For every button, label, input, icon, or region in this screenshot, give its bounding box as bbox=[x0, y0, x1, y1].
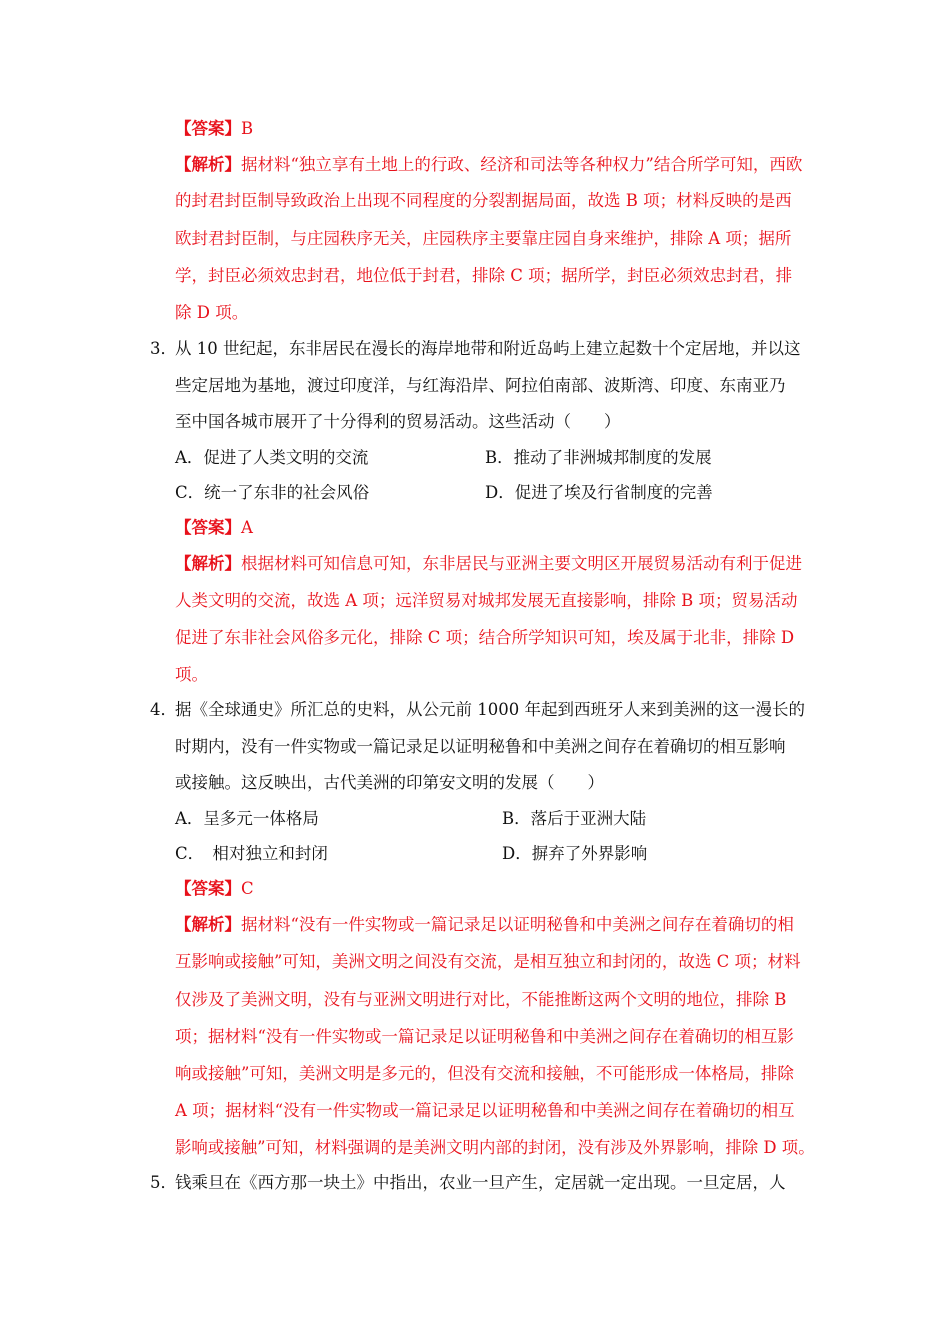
q3-option-d: D．促进了埃及行省制度的完善 bbox=[485, 483, 713, 502]
q4-answer bbox=[175, 878, 254, 900]
analysis-tag: 【解析】 bbox=[175, 915, 241, 934]
q3-analysis-line: 促进了东非社会风俗多元化，排除 C 项；结合所学知识可知，埃及属于北非，排除 D bbox=[175, 628, 795, 647]
analysis-text: 据材料“没有一件实物或一篇记录足以证明秘鲁和中美洲之间存在着确切的相 bbox=[241, 915, 794, 934]
q4-number: 4． bbox=[150, 700, 177, 719]
q2-analysis-line: 欧封君封臣制，与庄园秩序无关，庄园秩序主要靠庄园自身来维护，排除 A 项；据所 bbox=[175, 229, 792, 248]
q5-number: 5． bbox=[150, 1173, 177, 1192]
q3-answer bbox=[175, 517, 253, 539]
answer-tag: 【答案】 bbox=[175, 518, 241, 537]
analysis-tag: 【解析】 bbox=[175, 554, 241, 573]
q3-stem-line: 些定居地为基地，渡过印度洋，与红海沿岸、阿拉伯南部、波斯湾、印度、东南亚乃 bbox=[175, 376, 786, 395]
q4-stem-line: 时期内，没有一件实物或一篇记录足以证明秘鲁和中美洲之间存在着确切的相互影响 bbox=[175, 737, 786, 756]
analysis-tag: 【解析】 bbox=[175, 155, 241, 174]
q3-analysis-line bbox=[175, 553, 802, 575]
q3-analysis-line: 项。 bbox=[175, 665, 208, 684]
q4-option-c: C． 相对独立和封闭 bbox=[175, 844, 328, 863]
q2-analysis-line: 的封君封臣制导致政治上出现不同程度的分裂割据局面，故选 B 项；材料反映的是西 bbox=[175, 191, 792, 210]
q2-answer bbox=[175, 118, 253, 140]
q2-analysis-line bbox=[175, 154, 802, 176]
answer-value: B bbox=[241, 119, 254, 138]
q4-option-d: D．摒弃了外界影响 bbox=[502, 844, 648, 863]
q4-analysis-line: 仅涉及了美洲文明，没有与亚洲文明进行对比，不能推断这两个文明的地位，排除 B bbox=[175, 990, 787, 1009]
q4-analysis-line: 项；据材料“没有一件实物或一篇记录足以证明秘鲁和中美洲之间存在着确切的相互影 bbox=[175, 1027, 794, 1046]
q3-option-b: B．推动了非洲城邦制度的发展 bbox=[485, 448, 712, 467]
q4-analysis-line: A 项；据材料“没有一件实物或一篇记录足以证明秘鲁和中美洲之间存在着确切的相互 bbox=[175, 1101, 795, 1120]
q3-number: 3． bbox=[150, 339, 177, 358]
q3-stem-line: 从 10 世纪起，东非居民在漫长的海岸地带和附近岛屿上建立起数十个定居地，并以这 bbox=[175, 339, 801, 358]
q4-analysis-line: 影响或接触”可知，材料强调的是美洲文明内部的封闭，没有涉及外界影响，排除 D 项。 bbox=[175, 1138, 815, 1157]
q4-option-b: B．落后于亚洲大陆 bbox=[502, 809, 647, 828]
q4-stem-line: 据《全球通史》所汇总的史料，从公元前 1000 年起到西班牙人来到美洲的这一漫长的 bbox=[175, 700, 805, 719]
answer-tag: 【答案】 bbox=[175, 119, 241, 138]
q4-stem-line: 或接触。这反映出，古代美洲的印第安文明的发展（ ） bbox=[175, 773, 604, 792]
q5-stem-line: 钱乘旦在《西方那一块土》中指出，农业一旦产生，定居就一定出现。一旦定居，人 bbox=[175, 1173, 786, 1192]
q2-analysis-line: 除 D 项。 bbox=[175, 303, 249, 322]
q3-analysis-line: 人类文明的交流，故选 A 项；远洋贸易对城邦发展无直接影响，排除 B 项；贸易活动 bbox=[175, 591, 798, 610]
analysis-text: 根据材料可知信息可知，东非居民与亚洲主要文明区开展贸易活动有利于促进 bbox=[241, 554, 802, 573]
q4-analysis-line: 互影响或接触”可知，美洲文明之间没有交流，是相互独立和封闭的，故选 C 项；材料 bbox=[175, 952, 801, 971]
q4-analysis-line bbox=[175, 914, 794, 936]
q3-stem-line: 至中国各城市展开了十分得利的贸易活动。这些活动（ ） bbox=[175, 412, 621, 431]
answer-value: A bbox=[241, 518, 253, 537]
q4-option-a: A．呈多元一体格局 bbox=[175, 809, 319, 828]
q3-option-a: A．促进了人类文明的交流 bbox=[175, 448, 369, 467]
q3-option-c: C．统一了东非的社会风俗 bbox=[175, 483, 370, 502]
answer-value: C bbox=[241, 879, 254, 898]
analysis-text: 据材料“独立享有土地上的行政、经济和司法等各种权力”结合所学可知，西欧 bbox=[241, 155, 803, 174]
q4-analysis-line: 响或接触”可知，美洲文明是多元的，但没有交流和接触，不可能形成一体格局，排除 bbox=[175, 1064, 794, 1083]
answer-tag: 【答案】 bbox=[175, 879, 241, 898]
q2-analysis-line: 学，封臣必须效忠封君，地位低于封君，排除 C 项；据所学，封臣必须效忠封君，排 bbox=[175, 266, 793, 285]
